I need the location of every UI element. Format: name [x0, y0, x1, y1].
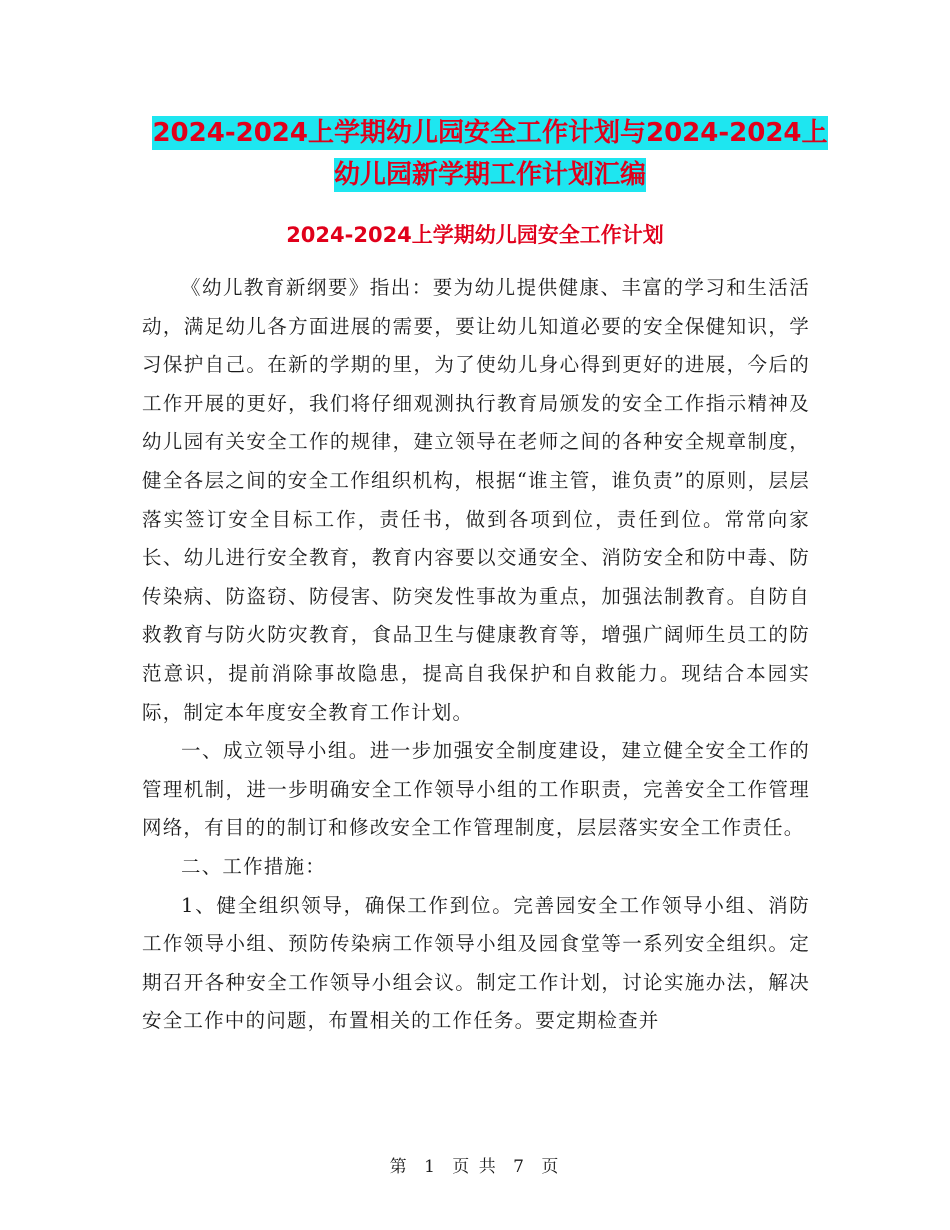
document-title-line2: 幼儿园新学期工作计划汇编: [333, 160, 646, 190]
document-body: [142, 269, 810, 1041]
footer-suffix: 页: [541, 1157, 561, 1177]
section-title: 2024-2024上学期幼儿园安全工作计划: [286, 223, 664, 247]
document-title: [140, 112, 840, 196]
footer-page-number: 1: [424, 1157, 437, 1177]
paragraph-measures-heading: 二、工作措施：: [181, 854, 326, 878]
paragraph-leadership-group: 一、成立领导小组。进一步加强安全制度建设，建立健全安全工作的管理机制，进一步明确安全工作领导小组的工作职责，完善安全工作管理网络，有目的的制订和修改安全工作管理制度，层层落实安全工作责任。: [142, 739, 810, 840]
document-title-line1: 2024-2024上学期幼儿园安全工作计划与2024-2024上: [152, 118, 828, 148]
footer-mid: 页 共: [452, 1157, 498, 1177]
page-footer: [0, 1152, 950, 1177]
paragraph-intro: 《幼儿教育新纲要》指出：要为幼儿提供健康、丰富的学习和生活活动，满足幼儿各方面进展的需要，要让幼儿知道必要的安全保健知识，学习保护自己。在新的学期的里，为了使幼儿身心得到更好的进展，今后的工作开展的更好，我们将仔细观测执行教育局颁发的安全工作指示精神及幼儿园有关安全工作的规律，建立领导在老师之间的各种安全规章制度，健全各层之间的安全工作组织机构，根据“谁主管，谁负责”的原则，层层落实签订安全目标工作，责任书，做到各项到位，责任到位。常常向家长、幼儿进行安全教育，教育内容要以交通安全、消防安全和防中毒、防传染病、防盗窃、防侵害、防突发性事故为重点，加强法制教育。自防自救教育与防火防灾教育，食品卫生与健康教育等，增强广阔师生员工的防范意识，提前消除事故隐患，提高自我保护和自救能力。现结合本园实际，制定本年度安全教育工作计划。: [142, 276, 810, 724]
paragraph-measure-1: 1、健全组织领导，确保工作到位。完善园安全工作领导小组、消防工作领导小组、预防传染病工作领导小组及园食堂等一系列安全组织。定期召开各种安全工作领导小组会议。制定工作计划，讨论实施办法，解决安全工作中的问题，布置相关的工作任务。要定期检查并: [142, 893, 810, 1033]
footer-prefix: 第: [389, 1157, 409, 1177]
footer-total-pages: 7: [513, 1157, 526, 1177]
